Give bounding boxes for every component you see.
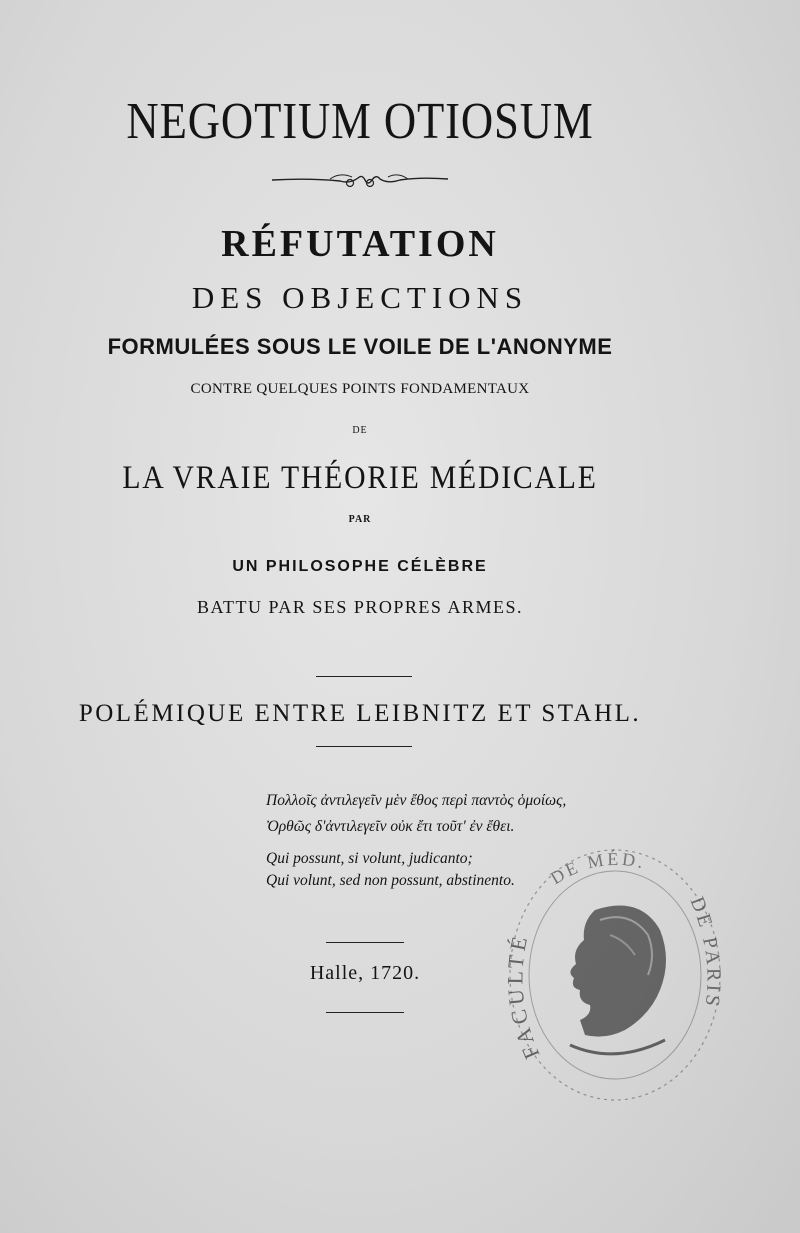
subheading-formulees: FORMULÉES SOUS LE VOILE DE L'ANONYME xyxy=(107,334,613,359)
svg-text:FACULTÉ xyxy=(502,931,544,1063)
imprint: Halle, 1720. xyxy=(309,962,421,984)
divider-imprint-top xyxy=(326,942,404,943)
epigraph-greek-line-2: Ὀρθῶς δ'ἀντιλεγεῖν οὐκ ἔτι τοῦτ' ἐν ἔθει. xyxy=(266,818,515,835)
stamp-left-text: FACULTÉ xyxy=(502,930,545,1063)
theory-title: LA VRAIE THÉORIE MÉDICALE xyxy=(122,460,598,496)
subheading-objections: DES OBJECTIONS xyxy=(191,280,529,315)
flourish-ornament xyxy=(270,168,450,192)
heading-refutation: RÉFUTATION xyxy=(221,223,499,265)
author-line: UN PHILOSOPHE CÉLÈBRE xyxy=(232,558,488,575)
epigraph-latin-line-1: Qui possunt, si volunt, judicanto; xyxy=(266,850,473,867)
stamp-right-text: DE PARIS xyxy=(685,893,725,1011)
subheading-contre: CONTRE QUELQUES POINTS FONDAMENTAUX xyxy=(190,381,530,397)
svg-text:DE PARIS xyxy=(686,894,725,1010)
connector-de: DE xyxy=(352,425,368,436)
svg-text:DE MÉD. xyxy=(547,848,648,888)
divider-imprint-bottom xyxy=(326,1012,404,1013)
stamp-profile-portrait xyxy=(570,906,666,1054)
book-title: NEGOTIUM OTIOSUM xyxy=(126,93,594,150)
stamp-top-text: DE MÉD. xyxy=(546,848,649,889)
author-subline: BATTU PAR SES PROPRES ARMES. xyxy=(197,597,523,617)
library-stamp xyxy=(500,840,730,1110)
epigraph-latin-line-2: Qui volunt, sed non possunt, abstinento. xyxy=(266,872,515,889)
divider-bottom xyxy=(316,746,412,747)
epigraph-greek-line-1: Πολλοῖς ἀντιλεγεῖν μὲν ἔθος περὶ παντὸς ὁμοίως, xyxy=(266,792,567,809)
connector-par: PAR xyxy=(348,514,372,525)
polemique-line: POLÉMIQUE ENTRE LEIBNITZ ET STAHL. xyxy=(78,700,642,727)
divider-top xyxy=(316,676,412,677)
